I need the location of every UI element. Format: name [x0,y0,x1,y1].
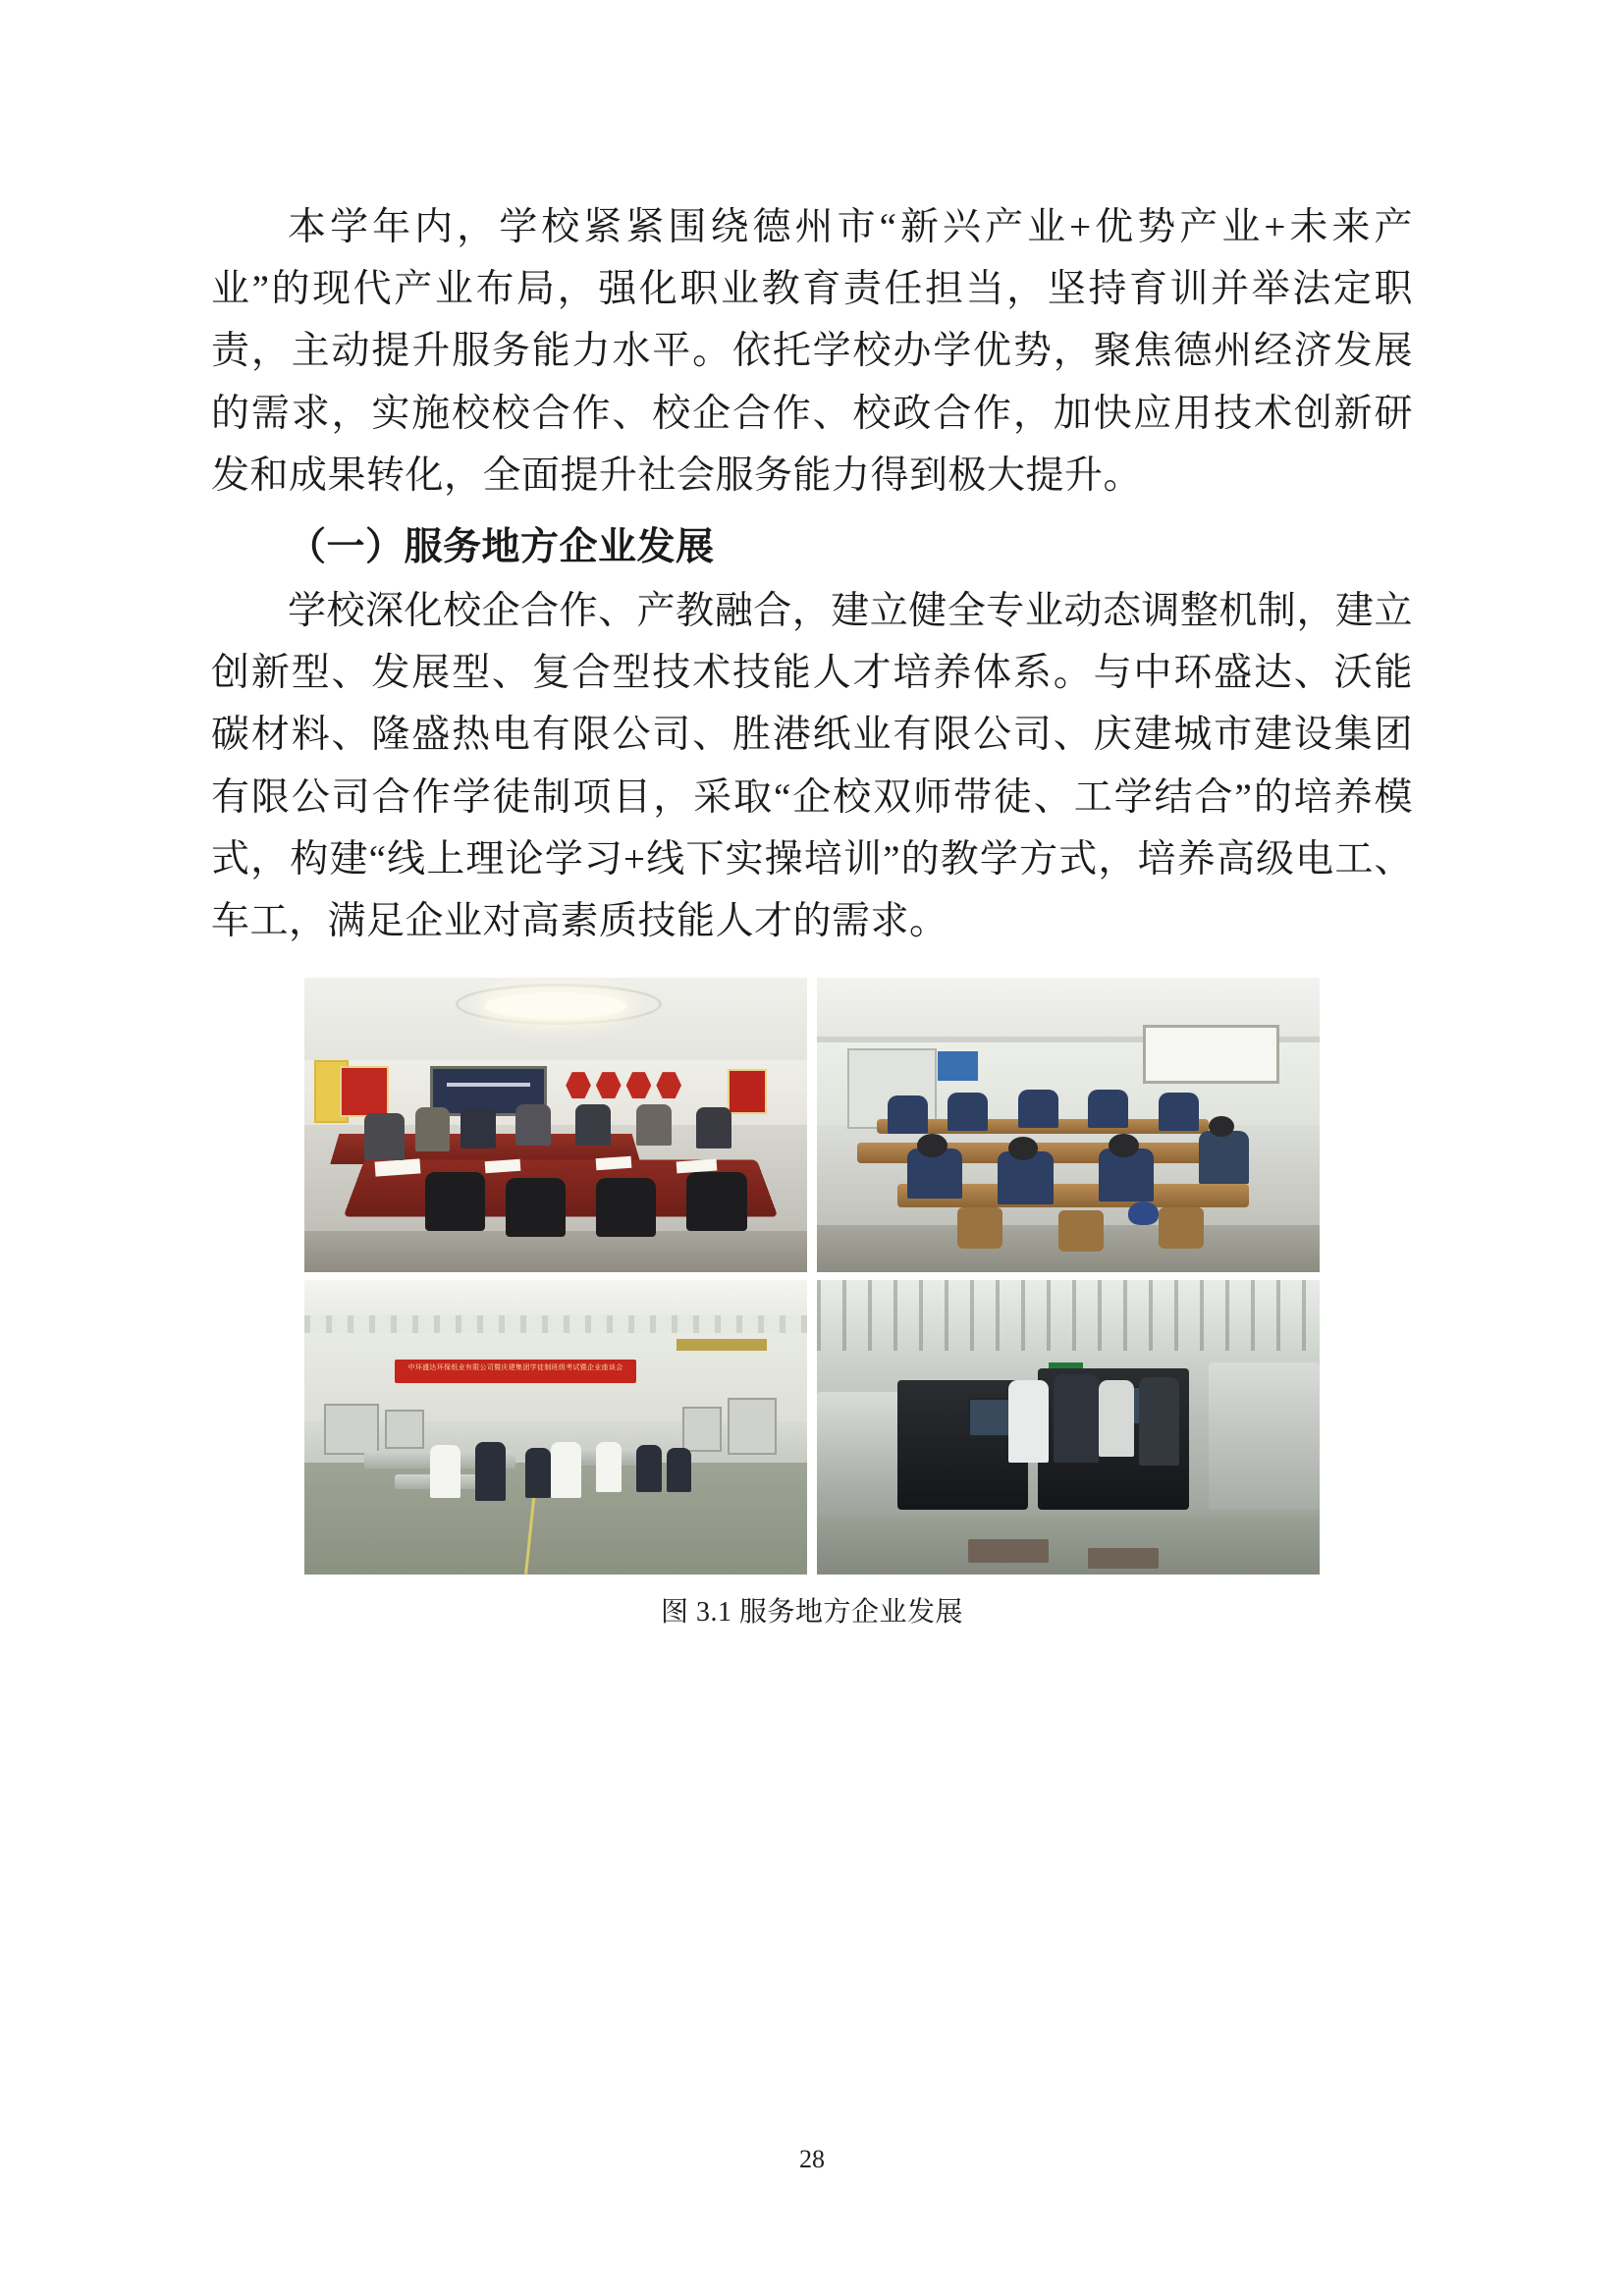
figure-image-grid [304,978,1320,1575]
body-paragraph-2: 学校深化校企合作、产教融合，建立健全专业动态调整机制，建立创新型、发展型、复合型技术技能人才培养体系。与中环盛达、沃能碳材料、隆盛热电有限公司、胜港纸业有限公司、庆建城市建设集团有限公司合作学徒制项目，采取“企校双师带徒、工学结合”的培养模式，构建“线上理论学习+线下实操培训”的教学方式，培养高级电工、车工，满足企业对高素质技能人才的需求。 [211,590,1413,942]
figure-caption: 图 3.1 服务地方企业发展 [660,1597,963,1629]
photo-classroom-training [817,978,1320,1272]
photo-exam-hall [304,1280,807,1575]
body-paragraph-1: 本学年内，学校紧紧围绕德州市“新兴产业+优势产业+未来产业”的现代产业布局，强化职业教育责任担当，坚持育训并举法定职责，主动提升服务能力水平。依托学校办学优势，聚焦德州经济发展的需求，实施校校合作、校企合作、校政合作，加快应用技术创新研发和成果转化，全面提升社会服务能力得到极大提升。 [211,206,1413,497]
photo-meeting-room [304,978,807,1272]
photo-cnc-workshop [817,1280,1320,1575]
exam-hall-banner-text: 中环盛达环保纸业有限公司暨庆建集团学徒制班级考试暨企业座谈会 [395,1360,636,1383]
section-heading: （一）服务地方企业发展 [288,525,715,568]
page-number: 28 [799,2145,825,2173]
figure-block [211,978,1413,1629]
